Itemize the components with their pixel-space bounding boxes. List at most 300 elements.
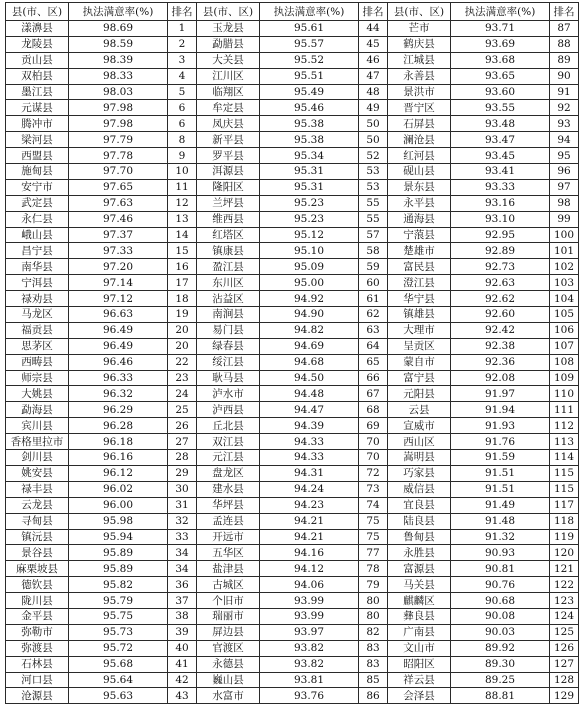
rate-cell: 95.63 — [69, 688, 168, 704]
table-row — [6, 195, 579, 211]
rate-cell: 94.06 — [260, 577, 359, 593]
county-cell: 宾川县 — [6, 418, 69, 434]
rate-cell: 91.97 — [451, 386, 550, 402]
rate-cell: 90.68 — [451, 593, 550, 609]
county-cell: 华坪县 — [197, 497, 260, 513]
county-cell: 禄丰县 — [6, 481, 69, 497]
rate-cell: 97.65 — [69, 179, 168, 195]
table-row — [6, 132, 579, 148]
rate-cell: 93.76 — [260, 688, 359, 704]
rank-cell: 20 — [168, 322, 197, 338]
county-cell: 新平县 — [197, 132, 260, 148]
table-row — [6, 84, 579, 100]
county-cell: 镇沅县 — [6, 529, 69, 545]
rank-cell: 3 — [168, 52, 197, 68]
rank-cell: 28 — [168, 450, 197, 466]
county-cell: 楚雄市 — [388, 243, 451, 259]
rate-cell: 93.10 — [451, 211, 550, 227]
rank-cell: 62 — [359, 307, 388, 323]
county-cell: 呈贡区 — [388, 338, 451, 354]
rank-cell: 72 — [359, 465, 388, 481]
rank-cell: 110 — [550, 386, 579, 402]
rate-cell: 95.98 — [69, 513, 168, 529]
rate-cell: 96.18 — [69, 434, 168, 450]
rate-cell: 95.82 — [69, 577, 168, 593]
table-row — [6, 179, 579, 195]
rank-cell: 26 — [168, 418, 197, 434]
county-cell: 通海县 — [388, 211, 451, 227]
rate-cell: 94.68 — [260, 354, 359, 370]
county-cell: 石林县 — [6, 656, 69, 672]
rate-cell: 96.12 — [69, 465, 168, 481]
rank-cell: 13 — [168, 211, 197, 227]
county-cell: 个旧市 — [197, 593, 260, 609]
table-row — [6, 545, 579, 561]
rank-cell: 73 — [359, 481, 388, 497]
rank-cell: 112 — [550, 418, 579, 434]
rate-cell: 90.03 — [451, 624, 550, 640]
county-cell: 弥勒市 — [6, 624, 69, 640]
rate-cell: 92.95 — [451, 227, 550, 243]
rank-cell: 117 — [550, 497, 579, 513]
rank-cell: 129 — [550, 688, 579, 704]
rank-cell: 25 — [168, 402, 197, 418]
rank-cell: 115 — [550, 481, 579, 497]
county-cell: 寻甸县 — [6, 513, 69, 529]
rate-cell: 94.90 — [260, 307, 359, 323]
rank-cell: 16 — [168, 259, 197, 275]
county-cell: 凤庆县 — [197, 116, 260, 132]
county-cell: 马关县 — [388, 577, 451, 593]
county-cell: 石屏县 — [388, 116, 451, 132]
table-row — [6, 148, 579, 164]
rank-cell: 59 — [359, 259, 388, 275]
rank-cell: 1 — [168, 21, 197, 37]
rank-cell: 46 — [359, 52, 388, 68]
rate-cell: 91.93 — [451, 418, 550, 434]
rank-cell: 90 — [550, 68, 579, 84]
county-cell: 元阳县 — [388, 386, 451, 402]
rank-cell: 111 — [550, 402, 579, 418]
rate-cell: 94.33 — [260, 434, 359, 450]
rate-cell: 92.63 — [451, 275, 550, 291]
rate-cell: 96.16 — [69, 450, 168, 466]
county-cell: 永平县 — [388, 195, 451, 211]
rate-cell: 95.52 — [260, 52, 359, 68]
county-cell: 盈江县 — [197, 259, 260, 275]
table-row — [6, 100, 579, 116]
rate-cell: 95.09 — [260, 259, 359, 275]
rank-cell: 85 — [359, 672, 388, 688]
rate-cell: 94.39 — [260, 418, 359, 434]
table-row — [6, 465, 579, 481]
county-cell: 大理市 — [388, 322, 451, 338]
rate-cell: 94.12 — [260, 561, 359, 577]
table-row — [6, 418, 579, 434]
rank-cell: 65 — [359, 354, 388, 370]
county-cell: 绿春县 — [197, 338, 260, 354]
table-row — [6, 577, 579, 593]
rate-cell: 91.51 — [451, 481, 550, 497]
rate-cell: 93.48 — [451, 116, 550, 132]
rate-cell: 95.23 — [260, 195, 359, 211]
rate-cell: 96.29 — [69, 402, 168, 418]
rank-cell: 105 — [550, 307, 579, 323]
county-cell: 巍山县 — [197, 672, 260, 688]
rank-cell: 125 — [550, 624, 579, 640]
rate-cell: 93.82 — [260, 656, 359, 672]
table-row — [6, 529, 579, 545]
rate-cell: 97.78 — [69, 148, 168, 164]
rate-cell: 97.33 — [69, 243, 168, 259]
table-row — [6, 164, 579, 180]
table-row — [6, 52, 579, 68]
county-cell: 河口县 — [6, 672, 69, 688]
county-cell: 陆良县 — [388, 513, 451, 529]
rate-cell: 96.33 — [69, 370, 168, 386]
county-cell: 建水县 — [197, 481, 260, 497]
table-row — [6, 68, 579, 84]
rate-cell: 97.37 — [69, 227, 168, 243]
rate-cell: 93.99 — [260, 608, 359, 624]
rank-cell: 87 — [550, 21, 579, 37]
table-row — [6, 481, 579, 497]
rank-cell: 80 — [359, 608, 388, 624]
county-cell: 宁蒗县 — [388, 227, 451, 243]
table-row — [6, 291, 579, 307]
rate-cell: 89.92 — [451, 640, 550, 656]
rank-cell: 96 — [550, 164, 579, 180]
rank-cell: 45 — [359, 36, 388, 52]
rank-cell: 98 — [550, 195, 579, 211]
rank-cell: 69 — [359, 418, 388, 434]
county-cell: 盐津县 — [197, 561, 260, 577]
rate-cell: 90.76 — [451, 577, 550, 593]
rank-cell: 77 — [359, 545, 388, 561]
table-row — [6, 513, 579, 529]
table-row — [6, 672, 579, 688]
table-row — [6, 322, 579, 338]
county-cell: 富民县 — [388, 259, 451, 275]
county-cell: 墨江县 — [6, 84, 69, 100]
rate-cell: 94.24 — [260, 481, 359, 497]
county-cell: 麻栗坡县 — [6, 561, 69, 577]
rank-cell: 83 — [359, 640, 388, 656]
rank-cell: 118 — [550, 513, 579, 529]
rank-cell: 104 — [550, 291, 579, 307]
rate-cell: 92.60 — [451, 307, 550, 323]
rank-cell: 75 — [359, 529, 388, 545]
county-cell: 施甸县 — [6, 164, 69, 180]
rate-cell: 91.51 — [451, 465, 550, 481]
table-row — [6, 370, 579, 386]
county-cell: 景洪市 — [388, 84, 451, 100]
rate-cell: 94.92 — [260, 291, 359, 307]
rate-cell: 91.76 — [451, 434, 550, 450]
rate-cell: 98.69 — [69, 21, 168, 37]
rate-cell: 95.49 — [260, 84, 359, 100]
rank-cell: 30 — [168, 481, 197, 497]
county-cell: 易门县 — [197, 322, 260, 338]
table-header — [6, 3, 579, 21]
rank-cell: 103 — [550, 275, 579, 291]
rank-cell: 114 — [550, 450, 579, 466]
rank-cell: 128 — [550, 672, 579, 688]
county-cell: 西盟县 — [6, 148, 69, 164]
rate-cell: 97.70 — [69, 164, 168, 180]
rate-cell: 93.82 — [260, 640, 359, 656]
county-cell: 牟定县 — [197, 100, 260, 116]
table-row — [6, 211, 579, 227]
rank-cell: 32 — [168, 513, 197, 529]
rate-cell: 95.79 — [69, 593, 168, 609]
rate-cell: 97.12 — [69, 291, 168, 307]
rate-cell: 90.08 — [451, 608, 550, 624]
county-cell: 安宁市 — [6, 179, 69, 195]
county-cell: 双柏县 — [6, 68, 69, 84]
rank-cell: 24 — [168, 386, 197, 402]
rank-cell: 60 — [359, 275, 388, 291]
county-cell: 罗平县 — [197, 148, 260, 164]
rank-cell: 23 — [168, 370, 197, 386]
rank-cell: 14 — [168, 227, 197, 243]
county-cell: 富源县 — [388, 561, 451, 577]
rate-cell: 96.00 — [69, 497, 168, 513]
county-cell: 福贡县 — [6, 322, 69, 338]
county-cell: 昭阳区 — [388, 656, 451, 672]
rate-cell: 96.49 — [69, 338, 168, 354]
rank-cell: 53 — [359, 164, 388, 180]
rate-cell: 94.21 — [260, 529, 359, 545]
rank-cell: 89 — [550, 52, 579, 68]
county-cell: 广南县 — [388, 624, 451, 640]
rank-cell: 42 — [168, 672, 197, 688]
rank-cell: 67 — [359, 386, 388, 402]
rate-cell: 90.93 — [451, 545, 550, 561]
county-cell: 耿马县 — [197, 370, 260, 386]
county-cell: 腾冲市 — [6, 116, 69, 132]
rate-cell: 92.73 — [451, 259, 550, 275]
rate-cell: 96.49 — [69, 322, 168, 338]
table-row — [6, 450, 579, 466]
county-cell: 梁河县 — [6, 132, 69, 148]
rate-cell: 93.33 — [451, 179, 550, 195]
county-cell: 祥云县 — [388, 672, 451, 688]
rate-cell: 95.61 — [260, 21, 359, 37]
rank-cell: 101 — [550, 243, 579, 259]
rate-cell: 95.38 — [260, 132, 359, 148]
rank-cell: 6 — [168, 116, 197, 132]
rate-cell: 95.73 — [69, 624, 168, 640]
rank-cell: 63 — [359, 322, 388, 338]
table-row — [6, 275, 579, 291]
rank-cell: 50 — [359, 116, 388, 132]
header-rate-1: 执法满意率(%) — [69, 3, 168, 21]
rank-cell: 19 — [168, 307, 197, 323]
county-cell: 麒麟区 — [388, 593, 451, 609]
county-cell: 砚山县 — [388, 164, 451, 180]
rank-cell: 18 — [168, 291, 197, 307]
county-cell: 沾益区 — [197, 291, 260, 307]
county-cell: 泸西县 — [197, 402, 260, 418]
rank-cell: 40 — [168, 640, 197, 656]
rank-cell: 99 — [550, 211, 579, 227]
rank-cell: 17 — [168, 275, 197, 291]
county-cell: 元谋县 — [6, 100, 69, 116]
county-cell: 绥江县 — [197, 354, 260, 370]
table-row — [6, 640, 579, 656]
rank-cell: 55 — [359, 195, 388, 211]
county-cell: 西山区 — [388, 434, 451, 450]
county-cell: 大姚县 — [6, 386, 69, 402]
rank-cell: 70 — [359, 450, 388, 466]
county-cell: 昌宁县 — [6, 243, 69, 259]
county-cell: 武定县 — [6, 195, 69, 211]
rank-cell: 27 — [168, 434, 197, 450]
rank-cell: 41 — [168, 656, 197, 672]
rate-cell: 94.21 — [260, 513, 359, 529]
rank-cell: 57 — [359, 227, 388, 243]
rank-cell: 75 — [359, 513, 388, 529]
rate-cell: 91.59 — [451, 450, 550, 466]
rate-cell: 98.39 — [69, 52, 168, 68]
county-cell: 富宁县 — [388, 370, 451, 386]
rank-cell: 8 — [168, 132, 197, 148]
rank-cell: 34 — [168, 545, 197, 561]
rank-cell: 82 — [359, 624, 388, 640]
rank-cell: 4 — [168, 68, 197, 84]
table-row — [6, 497, 579, 513]
rate-cell: 94.33 — [260, 450, 359, 466]
county-cell: 古城区 — [197, 577, 260, 593]
rate-cell: 94.47 — [260, 402, 359, 418]
rate-cell: 95.75 — [69, 608, 168, 624]
table-row — [6, 36, 579, 52]
rank-cell: 88 — [550, 36, 579, 52]
county-cell: 澄江县 — [388, 275, 451, 291]
county-cell: 江川区 — [197, 68, 260, 84]
rank-cell: 109 — [550, 370, 579, 386]
rate-cell: 96.46 — [69, 354, 168, 370]
county-cell: 泸水市 — [197, 386, 260, 402]
ranking-table — [5, 2, 579, 704]
rate-cell: 89.30 — [451, 656, 550, 672]
county-cell: 龙陵县 — [6, 36, 69, 52]
county-cell: 贡山县 — [6, 52, 69, 68]
rate-cell: 95.46 — [260, 100, 359, 116]
county-cell: 巧家县 — [388, 465, 451, 481]
table-row — [6, 21, 579, 37]
table-row — [6, 688, 579, 704]
county-cell: 沧源县 — [6, 688, 69, 704]
rate-cell: 95.34 — [260, 148, 359, 164]
rank-cell: 124 — [550, 608, 579, 624]
rate-cell: 94.16 — [260, 545, 359, 561]
county-cell: 玉龙县 — [197, 21, 260, 37]
rank-cell: 20 — [168, 338, 197, 354]
rate-cell: 94.82 — [260, 322, 359, 338]
county-cell: 盘龙区 — [197, 465, 260, 481]
county-cell: 彝良县 — [388, 608, 451, 624]
rate-cell: 93.47 — [451, 132, 550, 148]
table-row — [6, 593, 579, 609]
rate-cell: 97.20 — [69, 259, 168, 275]
county-cell: 官渡区 — [197, 640, 260, 656]
rank-cell: 33 — [168, 529, 197, 545]
header-row — [6, 3, 579, 21]
rate-cell: 95.38 — [260, 116, 359, 132]
rank-cell: 2 — [168, 36, 197, 52]
county-cell: 西畴县 — [6, 354, 69, 370]
rank-cell: 5 — [168, 84, 197, 100]
table-row — [6, 624, 579, 640]
rank-cell: 115 — [550, 465, 579, 481]
county-cell: 东川区 — [197, 275, 260, 291]
header-rank-3: 排名 — [550, 3, 579, 21]
county-cell: 镇雄县 — [388, 307, 451, 323]
rank-cell: 34 — [168, 561, 197, 577]
table-row — [6, 386, 579, 402]
county-cell: 思茅区 — [6, 338, 69, 354]
rank-cell: 123 — [550, 593, 579, 609]
county-cell: 姚安县 — [6, 465, 69, 481]
rank-cell: 122 — [550, 577, 579, 593]
rank-cell: 10 — [168, 164, 197, 180]
table-row — [6, 434, 579, 450]
rank-cell: 15 — [168, 243, 197, 259]
county-cell: 红塔区 — [197, 227, 260, 243]
rank-cell: 119 — [550, 529, 579, 545]
county-cell: 瑞丽市 — [197, 608, 260, 624]
county-cell: 隆阳区 — [197, 179, 260, 195]
county-cell: 江城县 — [388, 52, 451, 68]
table-row — [6, 402, 579, 418]
rate-cell: 95.72 — [69, 640, 168, 656]
rank-cell: 113 — [550, 434, 579, 450]
rank-cell: 43 — [168, 688, 197, 704]
rank-cell: 37 — [168, 593, 197, 609]
rate-cell: 90.81 — [451, 561, 550, 577]
rank-cell: 121 — [550, 561, 579, 577]
rank-cell: 86 — [359, 688, 388, 704]
rate-cell: 95.10 — [260, 243, 359, 259]
rate-cell: 94.69 — [260, 338, 359, 354]
county-cell: 漾濞县 — [6, 21, 69, 37]
rate-cell: 93.41 — [451, 164, 550, 180]
county-cell: 南华县 — [6, 259, 69, 275]
county-cell: 屏边县 — [197, 624, 260, 640]
rank-cell: 66 — [359, 370, 388, 386]
header-county-2: 县(市、区) — [197, 3, 260, 21]
rank-cell: 80 — [359, 593, 388, 609]
table-row — [6, 307, 579, 323]
rank-cell: 36 — [168, 577, 197, 593]
county-cell: 宜良县 — [388, 497, 451, 513]
rate-cell: 97.46 — [69, 211, 168, 227]
table-row — [6, 561, 579, 577]
county-cell: 嵩明县 — [388, 450, 451, 466]
rate-cell: 96.02 — [69, 481, 168, 497]
county-cell: 禄劝县 — [6, 291, 69, 307]
rate-cell: 95.64 — [69, 672, 168, 688]
rate-cell: 95.94 — [69, 529, 168, 545]
rank-cell: 58 — [359, 243, 388, 259]
county-cell: 宣威市 — [388, 418, 451, 434]
rank-cell: 120 — [550, 545, 579, 561]
table-row — [6, 227, 579, 243]
county-cell: 孟连县 — [197, 513, 260, 529]
rank-cell: 48 — [359, 84, 388, 100]
